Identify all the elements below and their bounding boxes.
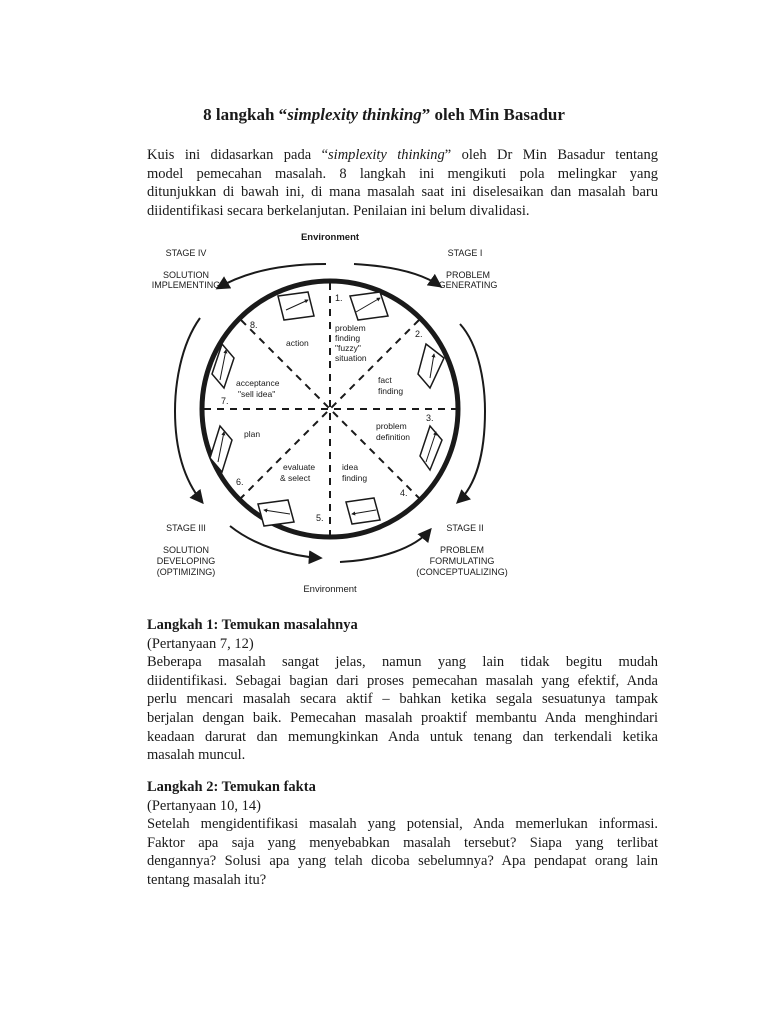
diamond-icon xyxy=(346,498,380,524)
step-2-line: Faktor apa saja yang menyebabkan masalah tersebut? Siapa yang terlibat xyxy=(147,834,658,851)
intro-line-start: Kuis ini didasarkan pada “ xyxy=(147,147,329,163)
environment-top-label: Environment xyxy=(300,232,360,243)
svg-text:STAGE I: STAGE I xyxy=(447,248,483,258)
arrow-left xyxy=(175,318,202,502)
segment-plan xyxy=(244,429,260,439)
svg-text:idea: idea xyxy=(342,462,359,472)
step-1-line: Beberapa masalah sangat jelas, namun yang lain tidak begitu mudah xyxy=(147,654,658,671)
segment-dividers xyxy=(204,283,456,535)
step-number: 2. xyxy=(415,329,423,339)
segment-evaluate-select xyxy=(280,462,315,483)
document-title xyxy=(0,104,768,126)
svg-text:evaluate: evaluate xyxy=(283,462,316,472)
svg-text:"fuzzy": "fuzzy" xyxy=(335,343,361,353)
title-suffix: ” oleh Min Basadur xyxy=(421,105,565,124)
svg-text:situation: situation xyxy=(335,353,367,363)
svg-text:FORMULATING: FORMULATING xyxy=(429,556,495,566)
segment-idea-finding xyxy=(342,462,367,483)
svg-text:"sell idea": "sell idea" xyxy=(238,389,276,399)
segment-problem-finding xyxy=(335,323,367,363)
svg-text:action: action xyxy=(286,338,309,348)
process-circle xyxy=(202,281,458,537)
step-number: 1. xyxy=(335,293,343,303)
svg-text:SOLUTION: SOLUTION xyxy=(162,545,210,555)
svg-text:GENERATING: GENERATING xyxy=(438,280,498,290)
step-1-line: berjalan dengan baik. Pemecahan masalah proaktif membantu Anda menghindari xyxy=(147,709,658,726)
title-prefix: 8 langkah “ xyxy=(203,105,288,124)
svg-text:plan: plan xyxy=(244,429,261,439)
arrow-top-right xyxy=(354,264,440,286)
step-2-line: Setelah mengidentifikasi masalah yang potensial, Anda memerlukan informasi. xyxy=(147,816,658,833)
step-1-section xyxy=(147,616,658,765)
step-number: 6. xyxy=(236,477,244,487)
step-number: 3. xyxy=(426,413,434,423)
intro-line: model pemecahan masalah. 8 langkah ini mengikuti pola melingkar yang xyxy=(147,165,658,182)
step-1-heading: Langkah 1: Temukan masalahnya xyxy=(147,617,358,633)
diamond-icon xyxy=(420,426,442,470)
svg-text:STAGE IV: STAGE IV xyxy=(165,248,207,258)
step-1-line: keadaan darurat dan memungkinkan Anda untuk tenang dan terkendali ketika xyxy=(147,728,658,745)
svg-text:finding: finding xyxy=(335,333,361,343)
intro-line: diidentifikasi secara berkelanjutan. Penilaian ini belum divalidasi. xyxy=(147,202,530,219)
svg-text:definition: definition xyxy=(376,432,411,442)
step-2-heading: Langkah 2: Temukan fakta xyxy=(147,779,316,795)
svg-text:acceptance: acceptance xyxy=(236,378,280,388)
simplexity-diagram xyxy=(130,226,530,602)
step-number: 7. xyxy=(221,396,229,406)
intro-line: ditunjukkan di bawah ini, di mana masalah saat ini diselesaikan dan masalah baru xyxy=(147,184,658,201)
svg-text:problem: problem xyxy=(376,421,407,431)
svg-text:SOLUTION: SOLUTION xyxy=(162,270,210,280)
svg-text:STAGE II: STAGE II xyxy=(446,523,484,533)
step-number: 8. xyxy=(250,320,258,330)
intro-line xyxy=(147,146,658,165)
svg-text:IMPLEMENTING: IMPLEMENTING xyxy=(151,280,221,290)
segment-labels xyxy=(236,323,410,483)
step-1-line: masalah muncul. xyxy=(147,747,246,764)
svg-text:finding: finding xyxy=(378,386,404,396)
svg-text:STAGE III: STAGE III xyxy=(166,523,206,533)
svg-text:DEVELOPING: DEVELOPING xyxy=(156,556,216,566)
step-number: 5. xyxy=(316,513,324,523)
diamond-icon xyxy=(278,292,314,320)
intro-paragraph xyxy=(147,146,658,220)
title-italic: simplexity thinking xyxy=(287,105,422,124)
svg-text:fact: fact xyxy=(378,375,392,385)
step-2-questions: (Pertanyaan 10, 14) xyxy=(147,797,261,814)
step-2-line: dengannya? Solusi apa yang telah dicoba sebelumnya? Apa pendapat orang lain xyxy=(147,853,658,870)
segment-fact-finding xyxy=(378,375,403,396)
step-number: 4. xyxy=(400,488,408,498)
arrow-right xyxy=(458,324,485,502)
svg-text:PROBLEM: PROBLEM xyxy=(445,270,491,280)
diamond-icon xyxy=(418,344,444,388)
segment-acceptance xyxy=(236,378,280,399)
arrow-bottom-left xyxy=(230,526,320,558)
svg-text:& select: & select xyxy=(280,473,311,483)
intro-line-end: ” oleh Dr Min Basadur tentang xyxy=(444,147,658,163)
svg-text:PROBLEM: PROBLEM xyxy=(439,545,485,555)
stage-3-label xyxy=(157,523,216,577)
segment-problem-definition xyxy=(376,421,410,442)
step-1-questions: (Pertanyaan 7, 12) xyxy=(147,635,254,652)
diamond-icon xyxy=(258,500,294,526)
svg-text:problem: problem xyxy=(335,323,366,333)
step-2-line: tentang masalah itu? xyxy=(147,871,267,888)
stage-4-label xyxy=(152,248,221,290)
svg-text:(OPTIMIZING): (OPTIMIZING) xyxy=(156,567,216,577)
step-1-line: diidentifikasi. Sebagai bagian dari proses pemecahan masalah yang efektif, Anda xyxy=(147,672,658,689)
diamond-icon xyxy=(350,292,388,320)
step-2-section xyxy=(147,778,658,890)
svg-text:finding: finding xyxy=(342,473,368,483)
segment-action xyxy=(286,338,309,348)
step-1-line: perlu mencari masalah secara aktif – bahkan ketika segala sesuatunya tampak xyxy=(147,691,658,708)
stage-1-label xyxy=(439,248,498,290)
svg-text:(CONCEPTUALIZING): (CONCEPTUALIZING) xyxy=(416,567,508,577)
environment-bottom-label: Environment xyxy=(303,584,357,595)
intro-italic: simplexity thinking xyxy=(328,147,445,163)
